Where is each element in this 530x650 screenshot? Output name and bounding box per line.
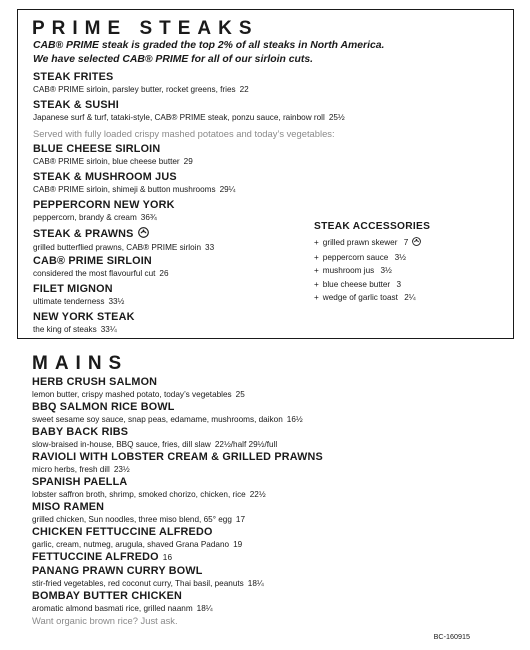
item-price: 3½ xyxy=(394,252,407,262)
intro-line: We have selected CAB® PRIME for all of our sirloin cuts. xyxy=(33,53,313,65)
menu-item-spanish-paella xyxy=(32,476,502,500)
item-name: MISO RAMEN xyxy=(32,501,105,513)
accessory-item: + wedge of garlic toast 2¼ xyxy=(314,293,416,303)
item-price: 25½ xyxy=(328,113,345,122)
item-desc: considered the most flavourful cut 26 xyxy=(33,269,169,278)
item-name: STEAK & MUSHROOM JUS xyxy=(33,171,177,183)
steak-accessories-title: STEAK ACCESSORIES xyxy=(314,221,431,232)
prime-steaks-section xyxy=(17,9,514,339)
item-desc: the king of steaks 33¼ xyxy=(33,325,117,334)
item-price: 22½/half 29½/full xyxy=(214,440,278,449)
item-name: BBQ SALMON RICE BOWL xyxy=(32,401,175,413)
served-with-note: Served with fully loaded crispy mashed potatoes and today’s vegetables: xyxy=(33,128,335,139)
item-desc: CAB® PRIME sirloin, shimeji & button mushrooms 29¼ xyxy=(33,185,236,194)
item-name: STEAK & PRAWNS xyxy=(33,227,333,242)
menu-item-new-york-steak xyxy=(33,311,333,335)
item-price: 33½ xyxy=(108,297,125,306)
item-price: 16 xyxy=(162,553,173,562)
item-name: CAB® PRIME SIRLOIN xyxy=(33,255,152,267)
item-desc: lemon butter, crispy mashed potato, today’s vegetables 25 xyxy=(32,390,245,399)
item-name: PANANG PRAWN CURRY BOWL xyxy=(32,565,203,577)
item-desc: grilled chicken, Sun noodles, three miso blend, 65° egg 17 xyxy=(32,515,246,524)
item-name: STEAK FRITES xyxy=(33,71,114,83)
accessory-item: + peppercorn sauce 3½ xyxy=(314,252,407,262)
item-desc: ultimate tenderness 33½ xyxy=(33,297,125,306)
menu-item-steak-frites xyxy=(33,71,333,95)
item-price: 7 xyxy=(403,238,409,247)
plus-icon: + xyxy=(314,279,319,289)
item-price: 19 xyxy=(233,540,243,549)
item-price: 33¼ xyxy=(100,325,117,334)
item-name: FETTUCCINE ALFREDO 16 xyxy=(32,551,173,563)
menu-code: BC-160915 xyxy=(433,632,470,641)
menu-item-cab-prime-sirloin xyxy=(33,252,333,279)
item-price: 16½ xyxy=(286,415,303,424)
item-price: 25 xyxy=(235,390,245,399)
accessory-item: + mushroom jus 3½ xyxy=(314,266,392,276)
item-name: RAVIOLI WITH LOBSTER CREAM & GRILLED PRAWNS xyxy=(32,451,323,463)
item-price: 18¼ xyxy=(247,579,264,588)
menu-item-steak-prawns xyxy=(33,227,333,253)
intro-line: CAB® PRIME steak is graded the top 2% of all steaks in North America. xyxy=(33,40,385,51)
item-price: 18¼ xyxy=(196,604,213,613)
item-price: 2¼ xyxy=(404,293,416,303)
item-price: 36¾ xyxy=(140,213,157,222)
item-desc: aromatic almond basmati rice, grilled naanm 18¼ xyxy=(32,604,213,613)
menu-item-chicken-fettuccine-alfredo xyxy=(32,526,502,550)
item-name: BABY BACK RIBS xyxy=(32,426,129,438)
item-desc: peppercorn, brandy & cream 36¾ xyxy=(33,213,157,222)
item-desc: grilled butterflied prawns, CAB® PRIME sirloin 33 xyxy=(33,243,215,252)
item-desc: micro herbs, fresh dill 23½ xyxy=(32,465,130,474)
steak-accessories xyxy=(314,221,504,305)
item-desc: CAB® PRIME sirloin, parsley butter, rocket greens, fries 22 xyxy=(33,85,249,94)
menu-item-baby-back-ribs xyxy=(32,426,502,450)
item-price: 22½ xyxy=(249,490,266,499)
menu-item-peppercorn-new-york xyxy=(33,199,333,223)
item-desc: slow-braised in-house, BBQ sauce, fries, dill slaw 22½/half 29½/full xyxy=(32,440,278,449)
prime-steaks-intro xyxy=(33,39,503,66)
menu-item-bbq-salmon-rice-bowl xyxy=(32,401,502,425)
accessories-list xyxy=(314,236,504,305)
accessory-item: + grilled prawn skewer 7 xyxy=(314,236,504,251)
item-price: 3 xyxy=(396,279,402,289)
item-desc: Japanese surf & turf, tataki-style, CAB® PRIME steak, ponzu sauce, rainbow roll 25½ xyxy=(33,113,345,122)
item-name: PEPPERCORN NEW YORK xyxy=(33,199,175,211)
item-name: BLUE CHEESE SIRLOIN xyxy=(33,143,161,155)
item-price: 17 xyxy=(235,515,246,524)
item-desc: CAB® PRIME sirloin, blue cheese butter 29 xyxy=(33,157,193,166)
menu-item-miso-ramen xyxy=(32,501,502,525)
item-name: HERB CRUSH SALMON xyxy=(32,376,158,388)
prime-steaks-title: PRIME STEAKS xyxy=(32,18,259,39)
mains-title: MAINS xyxy=(32,353,129,374)
item-desc: garlic, cream, nutmeg, arugula, shaved Grana Padano 19 xyxy=(32,540,243,549)
menu-item-panang-prawn-curry-bowl xyxy=(32,565,502,589)
menu-item-steak-sushi xyxy=(33,99,345,123)
item-name: SPANISH PAELLA xyxy=(32,476,128,488)
item-desc: sweet sesame soy sauce, snap peas, edamame, mushrooms, daikon 16½ xyxy=(32,415,303,424)
plus-icon: + xyxy=(314,252,319,262)
item-price: 23½ xyxy=(113,465,130,474)
menu-item-herb-crush-salmon xyxy=(32,376,502,400)
plus-icon: + xyxy=(314,293,319,303)
item-price: 29¼ xyxy=(219,185,236,194)
accessory-item: + blue cheese butter 3 xyxy=(314,279,402,289)
item-name: BOMBAY BUTTER CHICKEN xyxy=(32,590,182,602)
item-price: 26 xyxy=(159,269,169,278)
menu-item-ravioli-lobster xyxy=(32,451,502,475)
plus-icon: + xyxy=(314,238,319,247)
menu-item-fettuccine-alfredo xyxy=(32,551,502,564)
menu-item-filet-mignon xyxy=(33,283,333,307)
item-price: 22 xyxy=(239,85,249,94)
gf-icon xyxy=(412,237,421,251)
item-price: 33 xyxy=(205,243,215,252)
menu-item-blue-cheese-sirloin xyxy=(33,143,333,167)
menu-item-steak-mushroom-jus xyxy=(33,171,333,195)
item-name: STEAK & SUSHI xyxy=(33,99,119,111)
menu-item-bombay-butter-chicken xyxy=(32,590,502,614)
brown-rice-note: Want organic brown rice? Just ask. xyxy=(32,615,178,626)
item-name: FILET MIGNON xyxy=(33,283,113,295)
item-name: CHICKEN FETTUCCINE ALFREDO xyxy=(32,526,213,538)
item-desc: lobster saffron broth, shrimp, smoked chorizo, chicken, rice 22½ xyxy=(32,490,266,499)
item-name: NEW YORK STEAK xyxy=(33,311,135,323)
item-desc: stir-fried vegetables, red coconut curry, Thai basil, peanuts 18¼ xyxy=(32,579,264,588)
item-price: 3½ xyxy=(380,266,392,276)
gf-icon xyxy=(138,227,149,242)
item-price: 29 xyxy=(183,157,193,166)
plus-icon: + xyxy=(314,266,319,276)
